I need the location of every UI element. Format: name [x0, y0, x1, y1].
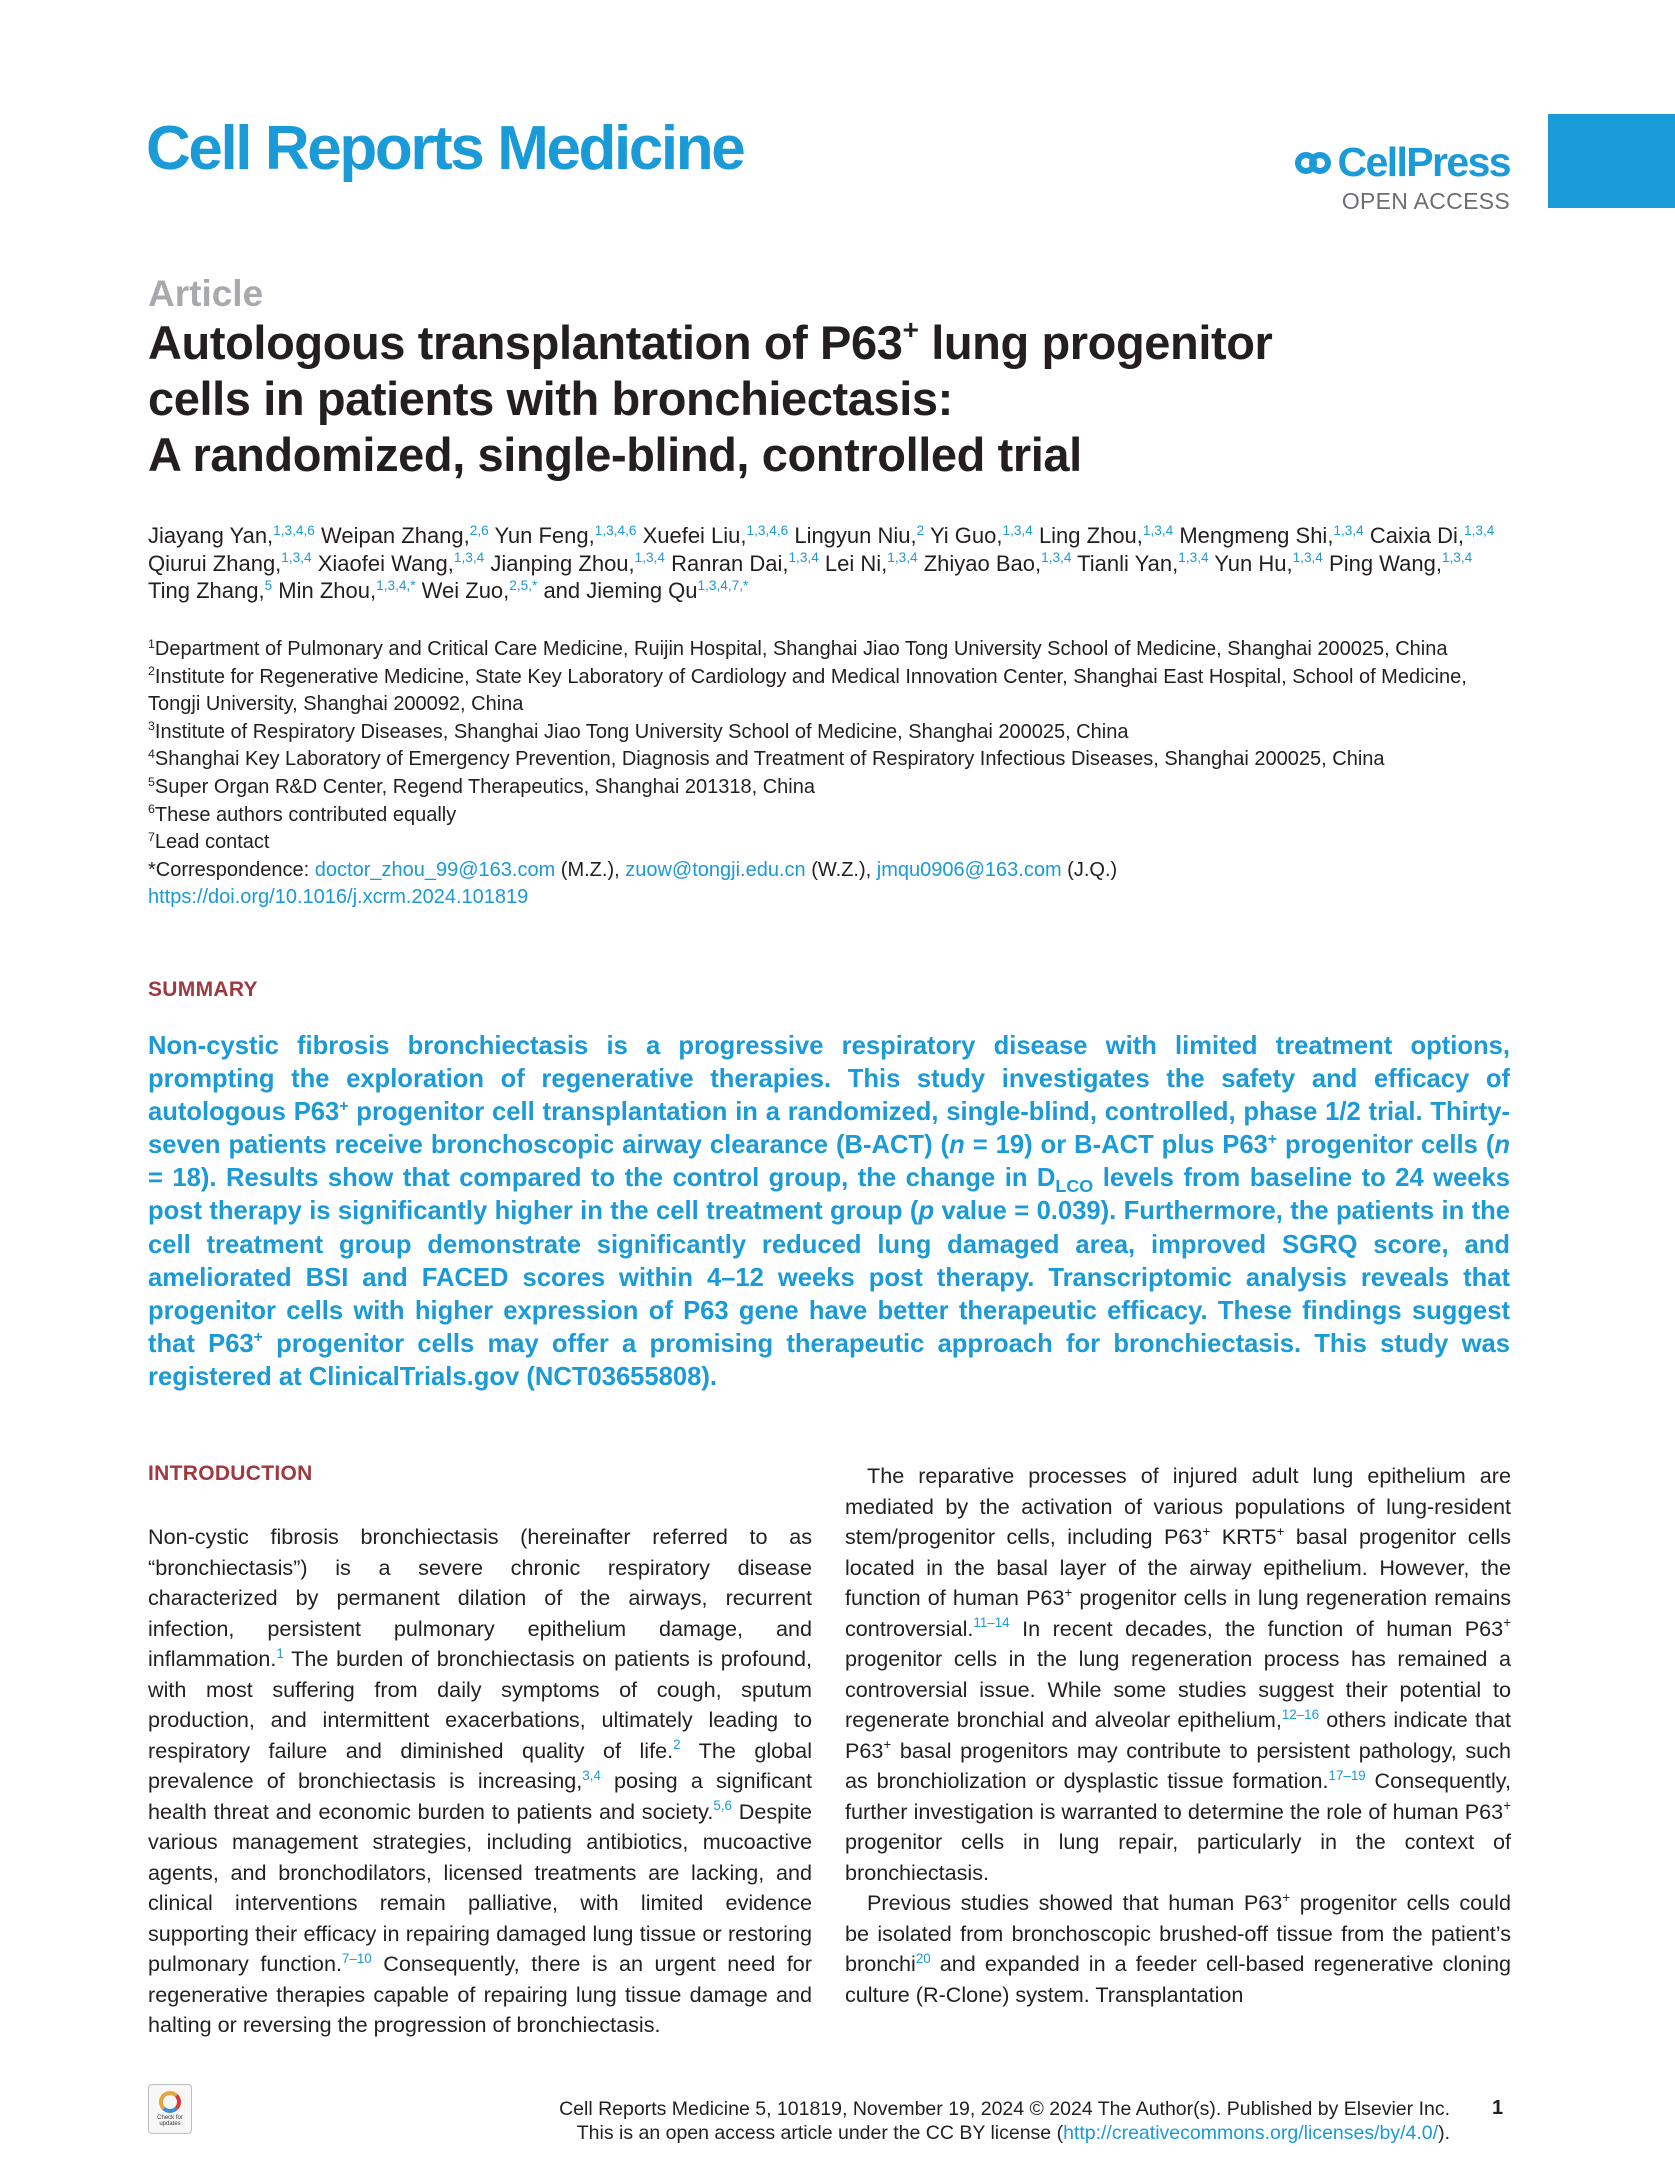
email-link-zhou[interactable]: doctor_zhou_99@163.com — [314, 858, 556, 881]
affiliation-item — [148, 719, 1508, 747]
author-name: Wei Zuo, — [421, 578, 510, 603]
affiliation-text: Super Organ R&D Center, Regend Therapeutics, Shanghai 201318, China — [154, 775, 815, 798]
author-affiliation-ref[interactable]: 1,3,4 — [1041, 550, 1072, 566]
author-affiliation-ref[interactable]: 1,3,4 — [1292, 550, 1323, 566]
open-access-label: OPEN ACCESS — [1341, 188, 1510, 214]
affiliation-number: 6 — [148, 802, 155, 817]
reference-link[interactable]: 12–16 — [1281, 1706, 1320, 1722]
author-name: Xuefei Liu, — [642, 523, 747, 548]
author-list — [148, 522, 1508, 605]
author-affiliation-ref[interactable]: 1,3,4 — [1441, 550, 1473, 566]
license-link[interactable]: http://creativecommons.org/licenses/by/4.0/ — [1063, 2122, 1439, 2144]
publisher-logo[interactable] — [1280, 139, 1510, 215]
journal-title: Cell Reports Medicine — [146, 114, 744, 183]
reference-link[interactable]: 1 — [276, 1645, 284, 1661]
author-affiliation-ref[interactable]: 2 — [916, 522, 925, 538]
affiliation-item — [148, 664, 1508, 719]
author-affiliation-ref[interactable]: 1,3,4 — [1178, 550, 1209, 566]
citation-line: Cell Reports Medicine 5, 101819, November 19, 2024 © 2024 The Author(s). Published by Elsevier Inc. — [559, 2098, 1450, 2120]
introduction-column-right — [845, 1461, 1511, 2010]
author-affiliation-ref[interactable]: 1,3,4 — [1002, 522, 1033, 538]
author-name: Ranran Dai, — [671, 550, 789, 576]
introduction-column-left — [148, 1522, 812, 2041]
affiliation-lines — [148, 636, 1508, 857]
author-name: Min Zhou, — [278, 578, 377, 603]
author-affiliation-ref[interactable]: 1,3,4 — [1464, 522, 1495, 538]
check-for-updates-badge[interactable]: Check for updates — [148, 2084, 192, 2134]
affiliation-text: Institute of Respiratory Diseases, Shanghai Jiao Tong University School of Medicine, Shanghai 200025, China — [154, 720, 1129, 743]
author-name: Yi Guo, — [929, 523, 1003, 548]
reference-link[interactable]: 2 — [673, 1737, 681, 1753]
summary-heading: SUMMARY — [148, 978, 258, 1001]
author-affiliation-ref[interactable]: 2,5,* — [509, 577, 538, 593]
affiliation-item — [148, 746, 1508, 774]
author-affiliation-ref[interactable]: 1,3,4,* — [376, 577, 416, 593]
affiliation-number: 5 — [148, 774, 155, 789]
author-name: Lei Ni, — [824, 550, 888, 576]
affiliation-item — [148, 802, 1508, 830]
author-name: Caixia Di, — [1369, 523, 1465, 548]
publisher-brand-name: CellPress — [1337, 139, 1510, 185]
author-affiliation-ref[interactable]: 1,3,4 — [453, 550, 485, 566]
author-affiliation-ref[interactable]: 1,3,4,6 — [746, 522, 789, 538]
affiliation-text: These authors contributed equally — [154, 803, 457, 826]
reference-link[interactable]: 5,6 — [713, 1798, 732, 1814]
affiliation-number: 4 — [148, 746, 155, 761]
author-name: Tianli Yan, — [1077, 550, 1179, 576]
article-title: Autologous transplantation of P63+ lung progenitor cells in patients with bronchiectasis: A randomized, single-blind, controlled trial — [148, 313, 1273, 481]
affiliation-number: 3 — [148, 719, 155, 734]
correspondence-line: *Correspondence: doctor_zhou_99@163.com (M.Z.), zuow@tongji.edu.cn (W.Z.), jmqu0906@163.com (J.Q.) — [148, 858, 1118, 881]
author-name: Ling Zhou, — [1038, 523, 1143, 548]
page-footer — [300, 2097, 1450, 2145]
affiliation-item — [148, 774, 1508, 802]
affiliation-text: Shanghai Key Laboratory of Emergency Prevention, Diagnosis and Treatment of Respiratory Infectious Diseases, Shanghai 200025, China — [154, 748, 1385, 771]
affiliation-item — [148, 636, 1508, 664]
article-type-label: Article — [148, 273, 264, 314]
reference-link[interactable]: 17–19 — [1328, 1767, 1366, 1783]
author-affiliation-ref[interactable]: 1,3,4 — [788, 550, 819, 566]
author-affiliation-ref[interactable]: 1,3,4 — [1142, 522, 1174, 538]
author-name: Yun Hu, — [1214, 550, 1293, 576]
check-for-updates-icon — [159, 2091, 181, 2113]
author-name: Yun Feng, — [494, 523, 595, 548]
author-name: Jianping Zhou, — [490, 550, 635, 576]
author-affiliation-ref[interactable]: 1,3,4,6 — [594, 522, 637, 538]
reference-link[interactable]: 3,4 — [582, 1767, 601, 1783]
paragraph: The reparative processes of injured adult lung epithelium are mediated by the activation of various populations of lung-resident stem/progenitor cells, including P63+ KRT5+ basal progenitor cells located in the basal layer of the airway epithelium. However, the function of human P63+ progenitor cells in lung regeneration remains controversial.$^{11-14}$ In recent decades, the function of human P63+ progenitor cells in the lung regeneration process has remained a controversial issue. While some studies suggest their potential to regenerate bronchial and alveolar epithelium,$^{12-16}$ others indicate that P63+ basal progenitors may contribute to persistent pathology, such as bronchiolization or dysplastic tissue formation.$^{17-19}$ Consequently, further investigation is warranted to determine the role of human P63+ progenitor cells in lung repair, particularly in the context of bronchiectasis. — [845, 1463, 1511, 1885]
author-name: Zhiyao Bao, — [923, 550, 1042, 576]
author-name: Weipan Zhang, — [320, 523, 470, 548]
paragraph: Non-cystic fibrosis bronchiectasis (hereinafter referred to as “bronchiectasis”) is a severe chronic respiratory disease characterized by permanent dilation of the airways, recurrent infection, persistent pulmonary epithelium damage, and inflammation.$^1$ The burden of bronchiectasis on patients is profound, with most suffering from daily symptoms of cough, sputum production, and intermittent exacerbations, ultimately leading to respiratory failure and diminished quality of life.$^2$ The global prevalence of bronchiectasis is increasing,$^{3,4}$ posing a significant health threat and economic burden to patients and society.$^{5,6}$ Despite various management strategies, including antibiotics, mucoactive agents, and bronchodilators, licensed treatments are lacking, and clinical interventions remain palliative, with limited evidence supporting their efficacy in repairing damaged lung tissue or restoring pulmonary function.$^{7-10}$ Consequently, there is an urgent need for regenerative therapies capable of repairing lung tissue damage and halting or reversing the progression of bronchiectasis. — [148, 1524, 813, 2037]
author-name: and Jieming Qu — [543, 578, 698, 603]
paragraph: Previous studies showed that human P63+ progenitor cells could be isolated from bronchoscopic brushed-off tissue from the patient’s bronchi$^{20}$ and expanded in a feeder cell-based regenerative cloning culture (R-Clone) system. Transplantation — [845, 1889, 1511, 2007]
affiliation-number: 7 — [148, 829, 155, 844]
author-affiliation-ref[interactable]: 5 — [264, 577, 273, 593]
author-affiliation-ref[interactable]: 1,3,4,7,* — [697, 577, 749, 593]
author-name: Ting Zhang, — [148, 578, 265, 603]
affiliation-text: Institute for Regenerative Medicine, State Key Laboratory of Cardiology and Medical Innovation Center, Shanghai East Hospital, School of Medicine, Tongji University, Shanghai 200092, China — [148, 665, 1472, 716]
summary-body: Non-cystic fibrosis bronchiectasis is a progressive respiratory disease with limited treatment options, prompting the exploration of regenerative therapies. This study investigates the safety and efficacy of autologous P63+ progenitor cell transplantation in a randomized, single-blind, controlled, phase 1/2 trial. Thirty-seven patients receive bronchoscopic airway clearance (B-ACT) (n = 19) or B-ACT plus P63+ progenitor cells (n = 18). Results show that compared to the control group, the change in $D_{LCO}$ levels from baseline to 24 weeks post therapy is significantly higher in the cell treatment group (p value = 0.039). Furthermore, the patients in the cell treatment group demonstrate significantly reduced lung damaged area, improved SGRQ score, and ameliorated BSI and FACED scores within 4–12 weeks post therapy. Transcriptomic analysis reveals that progenitor cells with higher expression of P63 gene have better therapeutic efficacy. These findings suggest that P63+ progenitor cells may offer a promising therapeutic approach for bronchiectasis. This study was registered at ClinicalTrials.gov (NCT03655808). — [148, 1032, 1511, 1391]
page-number: 1 — [1492, 2097, 1504, 2119]
author-name: Mengmeng Shi, — [1179, 523, 1334, 548]
email-link-qu[interactable]: jmqu0906@163.com — [876, 858, 1062, 881]
introduction-heading: INTRODUCTION — [148, 1462, 313, 1485]
license-line: This is an open access article under the CC BY license (http://creativecommons.org/licenses/by/4.0/). — [576, 2122, 1450, 2144]
author-name: Lingyun Niu, — [794, 523, 917, 548]
affiliation-list — [148, 636, 1508, 912]
affiliation-text: Department of Pulmonary and Critical Care Medicine, Ruijin Hospital, Shanghai Jiao Tong University School of Medicine, Shanghai 200025, China — [154, 638, 1448, 660]
reference-link[interactable]: 7–10 — [341, 1950, 372, 1966]
author-affiliation-ref[interactable]: 1,3,4 — [887, 550, 918, 566]
cellpress-logo-icon — [1293, 143, 1333, 183]
author-affiliation-ref[interactable]: 1,3,4 — [634, 550, 665, 566]
author-name: Xiaofei Wang, — [317, 550, 454, 576]
reference-link[interactable]: 20 — [915, 1950, 931, 1966]
author-name: Jiayang Yan, — [148, 523, 274, 548]
author-affiliation-ref[interactable]: 1,3,4 — [1333, 522, 1364, 538]
author-name: Qiurui Zhang, — [148, 550, 282, 576]
affiliation-text: Lead contact — [154, 831, 270, 854]
author-name: Ping Wang, — [1329, 550, 1442, 576]
affiliation-number: 2 — [148, 664, 155, 679]
doi-link[interactable]: https://doi.org/10.1016/j.xcrm.2024.101819 — [148, 886, 529, 909]
journal-color-tab — [1548, 114, 1675, 208]
author-affiliation-ref[interactable]: 1,3,4,6 — [273, 522, 315, 538]
reference-link[interactable]: 11–14 — [973, 1615, 1010, 1631]
author-affiliation-ref[interactable]: 2,6 — [469, 522, 489, 538]
author-affiliation-ref[interactable]: 1,3,4 — [281, 550, 312, 566]
email-link-zuo[interactable]: zuow@tongji.edu.cn — [625, 858, 806, 881]
affiliation-item — [148, 829, 1508, 857]
affiliation-number: 1 — [148, 636, 155, 651]
